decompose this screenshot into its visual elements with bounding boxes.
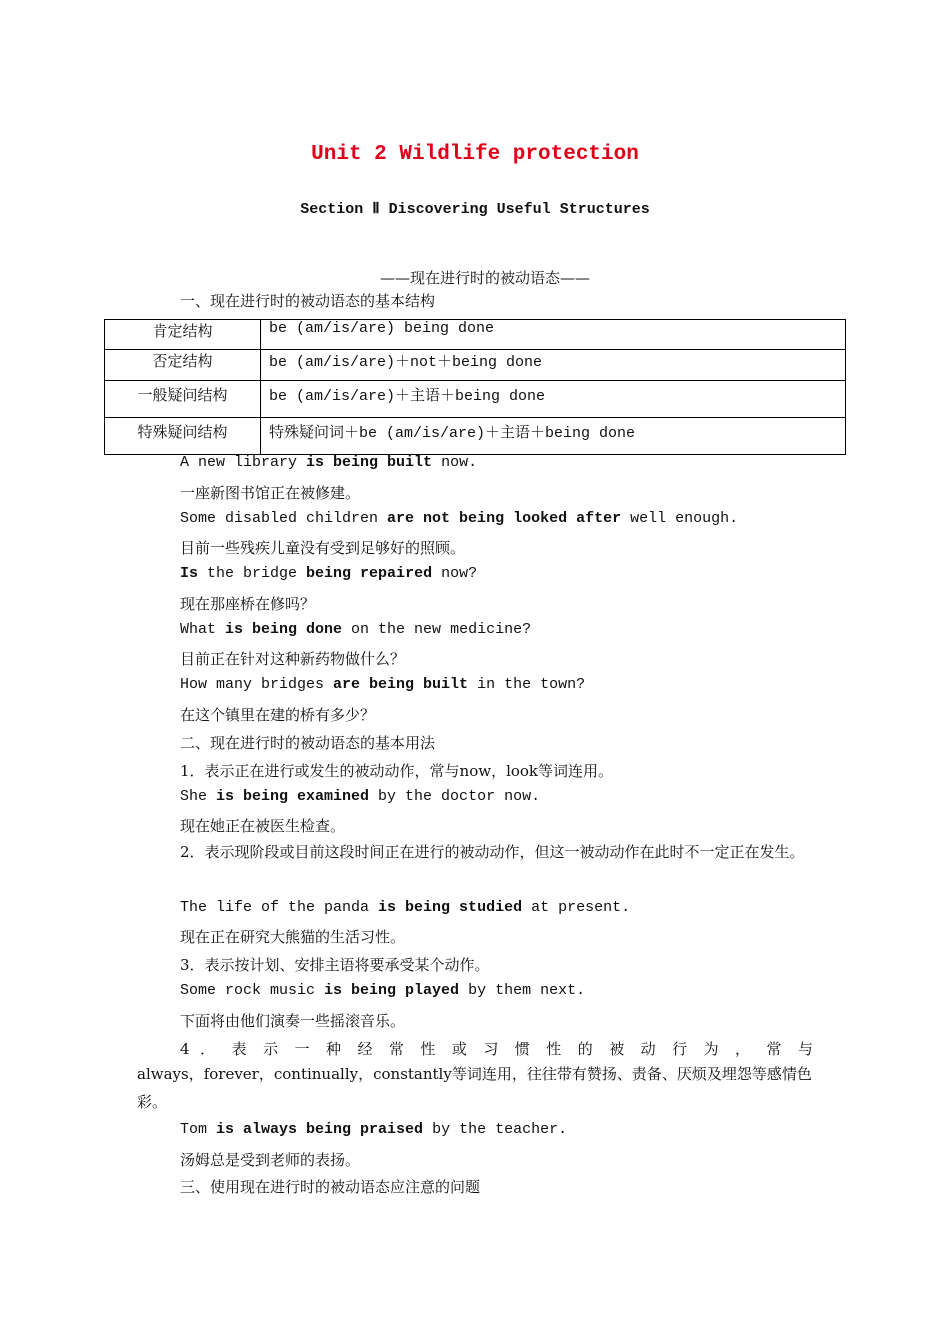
table-value: be (am/is/are) being done <box>261 320 846 350</box>
usage-rule: 1．表示正在进行或发生的被动动作，常与now，look等词连用。 <box>180 762 614 780</box>
usage-rule-continued: always，forever，continually，constantly等词连用，往往带有赞扬、责备、厌烦及埋怨等感情色彩。 <box>137 1065 812 1111</box>
table-row <box>105 320 846 350</box>
table-key: 一般疑问结构 <box>105 381 261 418</box>
example-translation: 在这个镇里在建的桥有多少？ <box>180 706 376 724</box>
topic-heading: ——现在进行时的被动语态—— <box>380 269 591 287</box>
example-sentence: Some disabled children are not being looked after well enough. <box>180 510 739 527</box>
example-translation: 下面将由他们演奏一些摇滚音乐。 <box>180 1012 406 1030</box>
unit-title: Unit 2 Wildlife protection <box>311 143 639 166</box>
table-value: be (am/is/are)＋主语＋being done <box>261 381 846 418</box>
example-translation: 汤姆总是受到老师的表扬。 <box>180 1151 361 1169</box>
heading-usage: 二、现在进行时的被动语态的基本用法 <box>180 734 436 752</box>
example-sentence: Some rock music is being played by them next. <box>180 982 586 999</box>
example-translation: 目前一些残疾儿童没有受到足够好的照顾。 <box>180 539 466 557</box>
example-sentence: How many bridges are being built in the town? <box>180 676 586 693</box>
usage-rule: 2．表示现阶段或目前这段时间正在进行的被动动作，但这一被动动作在此时不一定正在发生。 <box>180 843 805 861</box>
usage-rule: 4 ． 表 示 一 种 经 常 性 或 习 惯 性 的 被 动 行 为 ， 常 与 <box>180 1040 813 1058</box>
heading-notes: 三、使用现在进行时的被动语态应注意的问题 <box>180 1178 481 1196</box>
table-row <box>105 381 846 418</box>
example-sentence: What is being done on the new medicine? <box>180 621 532 638</box>
structure-table <box>104 319 846 455</box>
example-translation: 一座新图书馆正在被修建。 <box>180 484 361 502</box>
example-sentence: She is being examined by the doctor now. <box>180 788 541 805</box>
table-value: 特殊疑问词＋be (am/is/are)＋主语＋being done <box>261 418 846 455</box>
example-translation: 目前正在针对这种新药物做什么？ <box>180 650 406 668</box>
example-sentence: Tom is always being praised by the teacher. <box>180 1121 568 1138</box>
section-subtitle: Section Ⅱ Discovering Useful Structures <box>300 201 650 218</box>
usage-rule: 3．表示按计划、安排主语将要承受某个动作。 <box>180 956 490 974</box>
table-key: 特殊疑问结构 <box>105 418 261 455</box>
table-value: be (am/is/are)＋not＋being done <box>261 350 846 381</box>
example-sentence: Is the bridge being repaired now? <box>180 565 478 582</box>
table-row <box>105 350 846 381</box>
example-sentence: A new library is being built now. <box>180 454 478 471</box>
example-sentence: The life of the panda is being studied at present. <box>180 899 631 916</box>
example-translation: 现在正在研究大熊猫的生活习性。 <box>180 928 406 946</box>
example-translation: 现在那座桥在修吗？ <box>180 595 316 613</box>
table-key: 否定结构 <box>105 350 261 381</box>
table-row <box>105 418 846 455</box>
heading-structure: 一、现在进行时的被动语态的基本结构 <box>180 292 436 310</box>
example-translation: 现在她正在被医生检查。 <box>180 817 346 835</box>
table-key: 肯定结构 <box>105 320 261 350</box>
